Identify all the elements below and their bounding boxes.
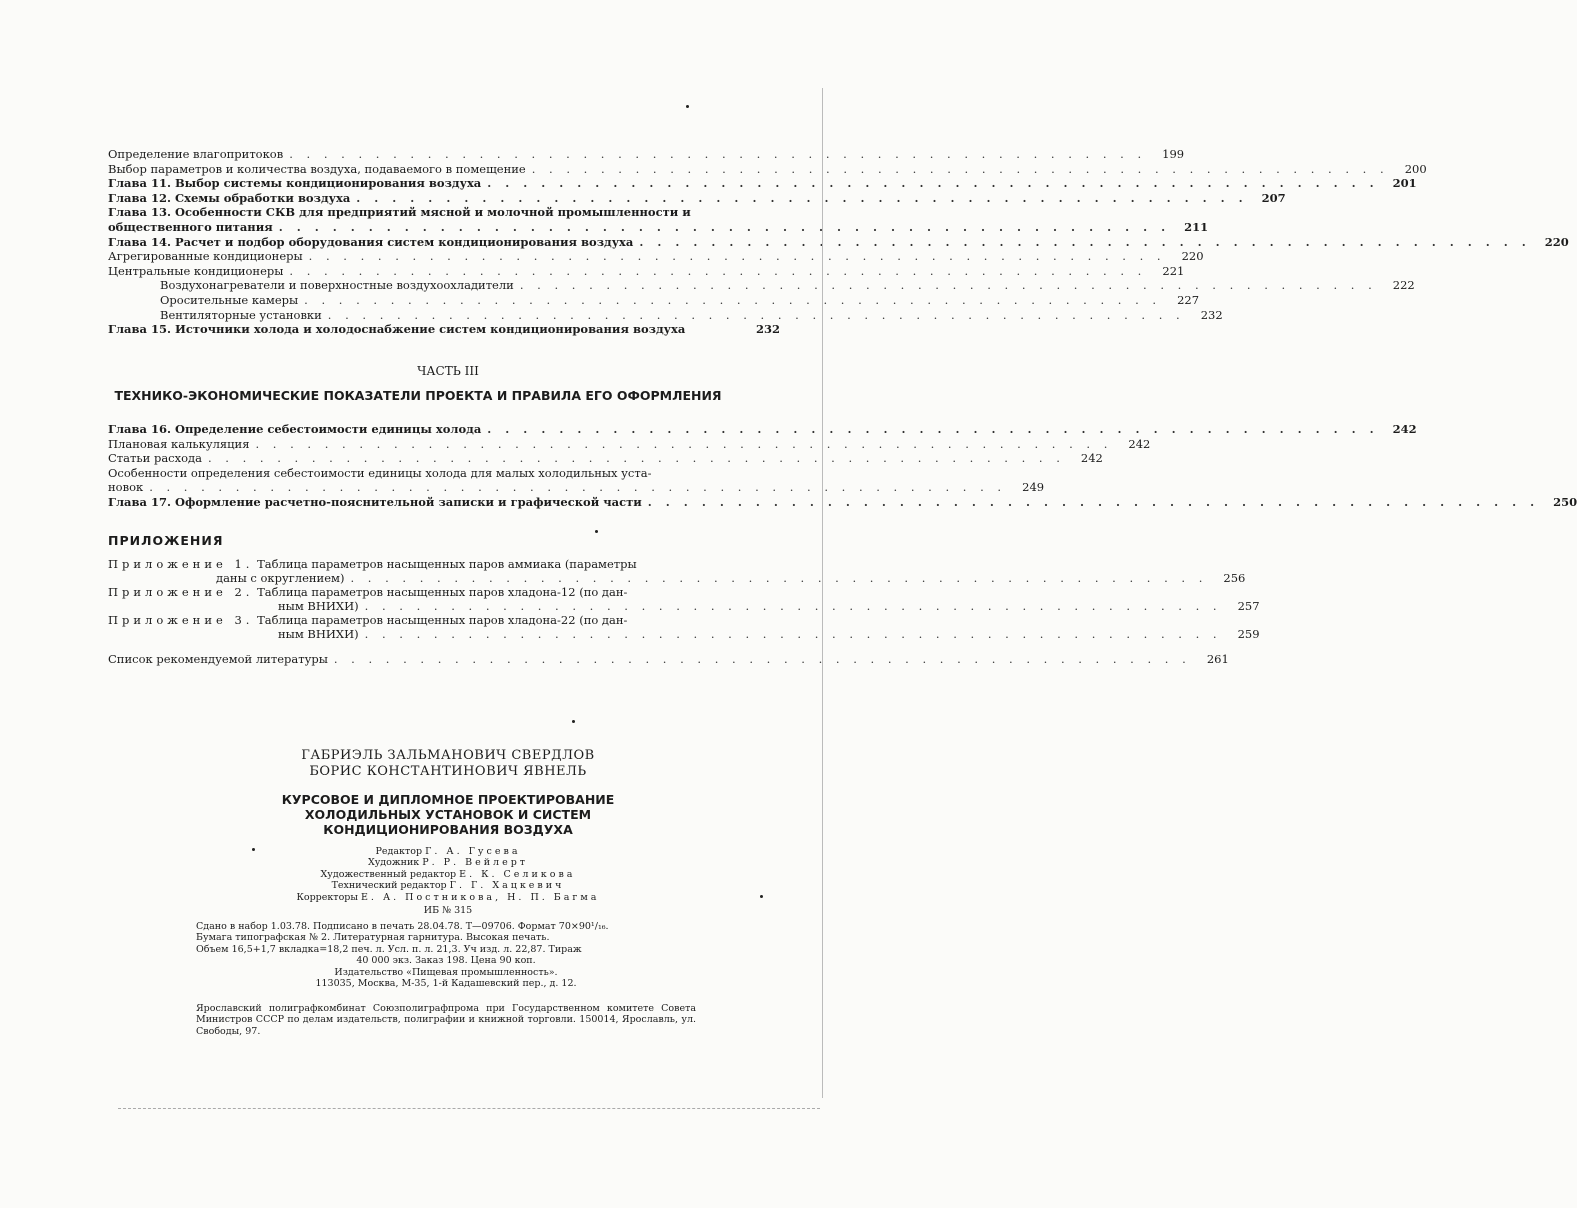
appendix-entry	[108, 613, 1260, 641]
print-line: Бумага типографская № 2. Литературная гарнитура. Высокая печать.	[196, 932, 550, 944]
book-title	[0, 792, 896, 837]
leader-dots	[365, 599, 1222, 613]
appendices-heading: ПРИЛОЖЕНИЯ	[108, 533, 224, 548]
leader-dots	[289, 264, 1146, 279]
authors	[0, 748, 896, 780]
toc-block-3	[108, 422, 1577, 510]
leader-dots	[350, 571, 1207, 585]
author-name: БОРИС КОНСТАНТИНОВИЧ ЯВНЕЛЬ	[309, 764, 587, 779]
toc-entry-title: Глава 15. Источники холода и холодоснабжение систем кондиционирования воздуха	[108, 322, 686, 337]
toc-entry-page: 227	[1177, 292, 1200, 307]
leader-dots	[365, 627, 1222, 641]
leader-dots	[334, 652, 1191, 667]
appendix-entry	[108, 585, 1260, 613]
scan-speck	[686, 105, 689, 108]
leader-dots	[289, 147, 1146, 162]
leader-dots	[639, 235, 1530, 250]
leader-dots	[532, 162, 1389, 177]
credit-role: Художественный редактор	[320, 868, 457, 880]
credit-name: Е. А. Постникова, Н. П. Багма	[360, 891, 600, 903]
scan-speck	[252, 848, 255, 851]
print-line: Объем 16,5+1,7 вкладка=18,2 печ. л. Усл. п. л. 21,3. Уч изд. л. 22,87. Тираж	[196, 943, 582, 955]
credit-line	[0, 846, 896, 857]
credit-role: Редактор	[375, 846, 423, 857]
appendix-title-line1: Таблица параметров насыщенных паров хладона-12 (по дан-	[257, 585, 628, 599]
leader-dots	[304, 293, 1161, 308]
toc-entry	[108, 451, 1103, 466]
print-details	[196, 921, 696, 989]
credit-name: Г. Г. Хацкевич	[449, 880, 565, 892]
print-line: Сдано в набор 1.03.78. Подписано в печать 28.04.78. Т—09706. Формат 70×90¹/₁₆.	[196, 921, 609, 932]
leader-dots	[648, 495, 1539, 510]
toc-entry-title: общественного питания	[108, 219, 273, 234]
leader-dots	[208, 451, 1065, 466]
toc-entry-title: Плановая калькуляция	[108, 436, 250, 451]
toc-entry-page: 232	[1200, 307, 1223, 322]
toc-entry-title: Центральные кондиционеры	[108, 263, 284, 278]
toc-entry-page: 200	[1404, 161, 1427, 176]
scan-speck	[595, 530, 598, 533]
toc-entry-title: Глава 17. Оформление расчетно-пояснительной записки и графической части	[108, 494, 642, 509]
toc-entry-title: Выбор параметров и количества воздуха, подаваемого в помещение	[108, 161, 526, 176]
printer-info: Ярославский полиграфкомбинат Союзполиграфпрома при Государственном комитете Совета Министров СССР по делам издательств, полиграфии и книжной торговли. 150014, Ярославль, ул. Свободы, 97.	[196, 1003, 696, 1037]
author-name: ГАБРИЭЛЬ ЗАЛЬМАНОВИЧ СВЕРДЛОВ	[301, 748, 595, 763]
toc-block-1	[108, 147, 1569, 337]
toc-entry	[108, 249, 1204, 264]
appendix-label: Приложение 2.	[108, 585, 254, 599]
appendix-label: Приложение 1.	[108, 557, 254, 571]
toc-entry-page: 199	[1162, 147, 1185, 161]
appendix-page: 257	[1237, 599, 1260, 613]
toc-entry-page: 221	[1162, 263, 1185, 278]
toc-entry-chapter	[108, 322, 780, 337]
toc-entry-title: Определение влагопритоков	[108, 147, 284, 161]
appendix-title-line2: ным ВНИХИ)	[278, 627, 359, 641]
part-label: ЧАСТЬ III	[417, 364, 479, 378]
toc-entry-page: 222	[1392, 278, 1415, 293]
appendix-entry	[108, 557, 1246, 585]
toc-entry	[108, 436, 1151, 452]
leader-dots	[279, 220, 1170, 235]
toc-entry-title: Глава 14. Расчет и подбор оборудования систем кондиционирования воздуха	[108, 234, 634, 249]
appendix-page: 256	[1223, 571, 1246, 585]
leader-dots	[487, 176, 1378, 191]
toc-entry-page: 242	[1080, 451, 1103, 466]
appendix-title-line2: даны с округлением)	[216, 571, 345, 585]
toc-entry	[108, 147, 1185, 162]
credit-role: Корректоры	[296, 891, 358, 903]
toc-entry-title: Список рекомендуемой литературы	[108, 652, 328, 666]
toc-entry-title: Глава 16. Определение себестоимости единицы холода	[108, 422, 482, 436]
toc-entry-page: 249	[1022, 480, 1045, 495]
ib-number: ИБ № 315	[423, 905, 473, 917]
credit-line	[0, 880, 896, 891]
toc-entry-small-units-line1: Особенности определения себестоимости единицы холода для малых холодильных уста-	[108, 465, 652, 480]
toc-entry-page: 261	[1206, 652, 1229, 666]
scan-edge-line	[118, 1108, 820, 1109]
credit-name: Г. А. Гусева	[425, 846, 521, 857]
toc-entry-title: Вентиляторные установки	[160, 307, 322, 322]
toc-entry-chapter	[108, 422, 1417, 437]
toc-entry-sub	[108, 278, 1415, 293]
credit-role: Технический редактор	[331, 880, 447, 892]
leader-dots	[487, 422, 1378, 437]
credits	[0, 846, 896, 916]
toc-entry	[108, 161, 1427, 177]
toc-entry-chapter	[108, 190, 1286, 206]
leader-dots	[520, 278, 1377, 293]
literature-entry	[108, 652, 1229, 667]
toc-entry-chapter	[108, 176, 1417, 191]
leader-dots	[309, 249, 1166, 264]
toc-entry-chapter-13-line1: Глава 13. Особенности СКВ для предприятий мясной и молочной промышленности и	[108, 205, 691, 220]
toc-entry-chapter-13-line2	[108, 219, 1209, 235]
scan-edge-line	[822, 88, 823, 1098]
leader-dots	[149, 480, 1006, 495]
toc-entry-title: Агрегированные кондиционеры	[108, 249, 303, 264]
toc-entry-sub	[108, 307, 1223, 323]
toc-entry-page: 201	[1392, 176, 1417, 191]
toc-entry-chapter	[108, 234, 1569, 250]
toc-entry	[108, 652, 1229, 667]
book-title-line: ХОЛОДИЛЬНЫХ УСТАНОВОК И СИСТЕМ	[304, 807, 592, 822]
toc-entry-page: 242	[1392, 422, 1417, 436]
scan-speck	[572, 720, 575, 723]
credit-line	[0, 869, 896, 880]
toc-entry-page: 250	[1553, 494, 1577, 509]
appendix-title-line1: Таблица параметров насыщенных паров аммиака (параметры	[257, 557, 637, 571]
appendix-title-line1: Таблица параметров насыщенных паров хладона-22 (по дан-	[257, 613, 628, 627]
appendix-page: 259	[1237, 627, 1260, 641]
credit-name: Е. К. Селикова	[459, 868, 576, 880]
credit-line	[0, 857, 896, 868]
credit-role: Художник	[367, 857, 420, 869]
toc-entry-title: Глава 11. Выбор системы кондиционирования воздуха	[108, 176, 482, 191]
toc-entry-page: 211	[1184, 219, 1209, 234]
toc-entry-small-units-line2	[108, 480, 1045, 495]
credit-name: Р. Р. Вейлерт	[422, 857, 529, 869]
toc-entry-page: 232	[755, 322, 780, 337]
toc-entry-title: Глава 12. Схемы обработки воздуха	[108, 190, 351, 205]
print-line: 40 000 экз. Заказ 198. Цена 90 коп.	[356, 955, 536, 967]
toc-entry-sub	[108, 292, 1200, 308]
appendix-label: Приложение 3.	[108, 613, 254, 627]
print-line: 113035, Москва, М-35, 1-й Кадашевский пер., д. 12.	[315, 978, 577, 990]
book-title-line: КУРСОВОЕ И ДИПЛОМНОЕ ПРОЕКТИРОВАНИЕ	[281, 792, 615, 807]
toc-entry-page: 242	[1128, 436, 1151, 451]
toc-entry-title: Воздухонагреватели и поверхностные воздухоохладители	[160, 278, 514, 293]
toc-entry	[108, 263, 1185, 279]
toc-entry-chapter	[108, 494, 1577, 510]
toc-entry-title: Оросительные камеры	[160, 292, 299, 307]
leader-dots	[328, 308, 1185, 323]
appendix-title-line2: ным ВНИХИ)	[278, 599, 359, 613]
leader-dots	[255, 437, 1112, 452]
part-heading: ТЕХНИКО-ЭКОНОМИЧЕСКИЕ ПОКАЗАТЕЛИ ПРОЕКТА И ПРАВИЛА ЕГО ОФОРМЛЕНИЯ	[114, 388, 722, 403]
toc-entry-title: новок	[108, 480, 144, 495]
book-title-line: КОНДИЦИОНИРОВАНИЯ ВОЗДУХА	[323, 822, 573, 837]
toc-entry-title: Статьи расхода	[108, 451, 202, 466]
print-line: Издательство «Пищевая промышленность».	[334, 966, 558, 978]
toc-entry-page: 207	[1261, 190, 1286, 205]
leader-dots	[356, 191, 1247, 206]
scan-speck	[760, 895, 763, 898]
toc-entry-page: 220	[1181, 249, 1204, 264]
toc-entry-page: 220	[1544, 234, 1569, 249]
